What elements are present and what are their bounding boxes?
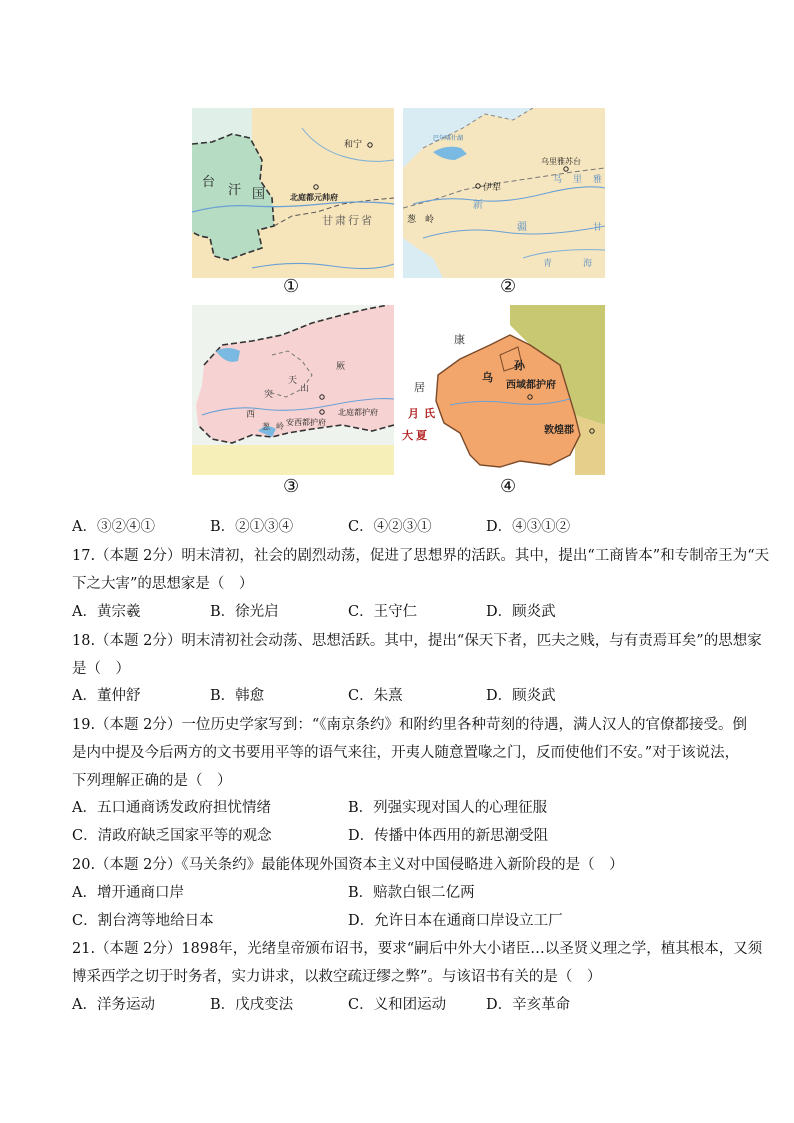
map2-label-qing: 青 bbox=[543, 259, 553, 269]
map4-label-yue: 月 bbox=[408, 407, 419, 420]
q19-text-line-3: 下列理解正确的是（ ） bbox=[72, 773, 232, 789]
map3-label-tu: 突 bbox=[264, 390, 274, 400]
map2-label-ya: 雅 bbox=[593, 175, 603, 185]
q18-text-line-1: 18.（本题 2分）明末清初社会动荡、思想活跃。其中，提出“保天下者，匹夫之贱，与有责焉耳矣”的思想家 bbox=[72, 633, 762, 649]
map-2 bbox=[403, 108, 605, 278]
q18-option-c[interactable]: C．朱熹 bbox=[348, 688, 403, 704]
map4-label-xiyu: 西域都护府 bbox=[506, 380, 556, 391]
q21-text-line-1: 21.（本题 2分）1898年，光绪皇帝颁布诏书，要求“嗣后中外大小诸臣…以圣贤义理之学，植其根本，又须 bbox=[72, 941, 763, 957]
map2-label-hai: 海 bbox=[583, 259, 593, 269]
q21-option-c[interactable]: C．义和团运动 bbox=[348, 997, 447, 1013]
map2-label-lake: 巴尔喀什湖 bbox=[433, 135, 464, 142]
map4-label-ju: 居 bbox=[414, 381, 425, 394]
q19-text-line-1: 19.（本题 2分）一位历史学家写到：“《南京条约》和附约里各种苛刻的待遇，满人汉人的官僚都接受。倒 bbox=[72, 717, 748, 733]
map2-label-cong: 葱 bbox=[407, 215, 417, 225]
map2-label-wu: 乌 bbox=[553, 175, 563, 185]
map2-label-jiang: 疆 bbox=[517, 222, 527, 233]
map-4-number: ④ bbox=[500, 476, 517, 497]
q19-option-a[interactable]: A．五口通商诱发政府担忧情绪 bbox=[72, 800, 271, 816]
map3-label-beiting: 北庭都护府 bbox=[338, 408, 378, 417]
q16-option-d[interactable]: D．④③①② bbox=[486, 519, 571, 535]
q17-option-b[interactable]: B．徐光启 bbox=[210, 604, 279, 620]
map2-label-uliastai: 乌里雅苏台 bbox=[541, 157, 581, 166]
q18-option-b[interactable]: B．韩愈 bbox=[210, 688, 265, 704]
q21-option-a[interactable]: A．洋务运动 bbox=[72, 997, 155, 1013]
map1-label-gansu: 甘肃行省 bbox=[322, 214, 374, 227]
q19-option-d[interactable]: D．传播中体西用的新思潮受阻 bbox=[348, 828, 549, 844]
map1-label-guo: 国 bbox=[252, 187, 266, 202]
map1-label-beiting: 北庭都元帅府 bbox=[290, 193, 338, 202]
map3-label-ling: 岭 bbox=[276, 422, 284, 431]
map1-label-tai: 台 bbox=[202, 175, 216, 190]
q18-option-d[interactable]: D．顾炎武 bbox=[486, 688, 556, 704]
q20-option-d[interactable]: D．允许日本在通商口岸设立工厂 bbox=[348, 913, 563, 929]
map2-label-ling: 岭 bbox=[425, 215, 435, 225]
map3-label-anxi: 安西都护府 bbox=[286, 418, 326, 427]
map3-label-xi: 西 bbox=[246, 410, 256, 420]
q17-text-line-1: 17.（本题 2分）明末清初，社会的剧烈动荡，促进了思想界的活跃。其中，提出“工商皆本”和专制帝王为“天 bbox=[72, 548, 770, 564]
map2-label-yili: 伊犁 bbox=[483, 183, 502, 193]
map4-label-xia: 夏 bbox=[416, 429, 427, 442]
q18-option-a[interactable]: A．董仲舒 bbox=[72, 688, 141, 704]
q19-option-c[interactable]: C．清政府缺乏国家平等的观念 bbox=[72, 828, 272, 844]
q21-option-b[interactable]: B．戊戌变法 bbox=[210, 997, 294, 1013]
q20-option-a[interactable]: A．增开通商口岸 bbox=[72, 885, 184, 901]
map-3-number: ③ bbox=[283, 476, 300, 497]
map4-label-sun: 孙 bbox=[514, 359, 525, 372]
q18-text-line-2: 是（ ） bbox=[72, 661, 130, 677]
map2-label-xin: 新 bbox=[473, 200, 483, 211]
q17-option-a[interactable]: A．黄宗羲 bbox=[72, 604, 141, 620]
map3-label-tian: 天 bbox=[288, 376, 298, 386]
map-2-number: ② bbox=[500, 276, 517, 297]
q20-option-c[interactable]: C．割台湾等地给日本 bbox=[72, 913, 214, 929]
q17-option-c[interactable]: C．王守仁 bbox=[348, 604, 418, 620]
map1-label-hening: 和宁 bbox=[344, 140, 363, 150]
q19-text-line-2: 是内中提及今后两方的文书要用平等的语气来往，开夷人随意置喙之门，反而使他们不安。”对于该说法， bbox=[72, 745, 740, 761]
map-1 bbox=[192, 108, 394, 278]
map-4 bbox=[400, 305, 605, 475]
q19-option-b[interactable]: B．列强实现对国人的心理征服 bbox=[348, 800, 548, 816]
map4-label-shi: 氏 bbox=[424, 407, 435, 420]
map3-label-jue: 厥 bbox=[336, 362, 346, 372]
q17-option-d[interactable]: D．顾炎武 bbox=[486, 604, 556, 620]
q16-option-a[interactable]: A．③②④① bbox=[72, 519, 155, 535]
q20-option-b[interactable]: B．赔款白银二亿两 bbox=[348, 885, 475, 901]
map-1-number: ① bbox=[283, 276, 300, 297]
q16-option-b[interactable]: B．②①③④ bbox=[210, 519, 294, 535]
map4-label-kang: 康 bbox=[454, 333, 465, 346]
map1-label-han: 汗 bbox=[228, 183, 242, 198]
map4-label-dunhuang: 敦煌郡 bbox=[544, 425, 574, 436]
q17-text-line-2: 下之大害”的思想家是（ ） bbox=[72, 576, 254, 592]
map2-label-gan: 甘 bbox=[593, 223, 603, 233]
map2-label-li: 里 bbox=[573, 175, 583, 185]
q16-option-c[interactable]: C．④②③① bbox=[348, 519, 432, 535]
q20-text-line-1: 20.（本题 2分）《马关条约》最能体现外国资本主义对中国侵略进入新阶段的是（ ） bbox=[72, 857, 624, 873]
map-3 bbox=[192, 305, 394, 475]
map3-label-shan: 山 bbox=[300, 384, 310, 394]
map3-label-cong: 葱 bbox=[262, 422, 270, 431]
map4-label-wu: 乌 bbox=[482, 371, 493, 384]
q21-option-d[interactable]: D．辛亥革命 bbox=[486, 997, 571, 1013]
map4-label-da: 大 bbox=[402, 429, 413, 442]
q21-text-line-2: 博采西学之切于时务者，实力讲求，以救空疏迂缪之弊”。与该诏书有关的是（ ） bbox=[72, 969, 602, 985]
